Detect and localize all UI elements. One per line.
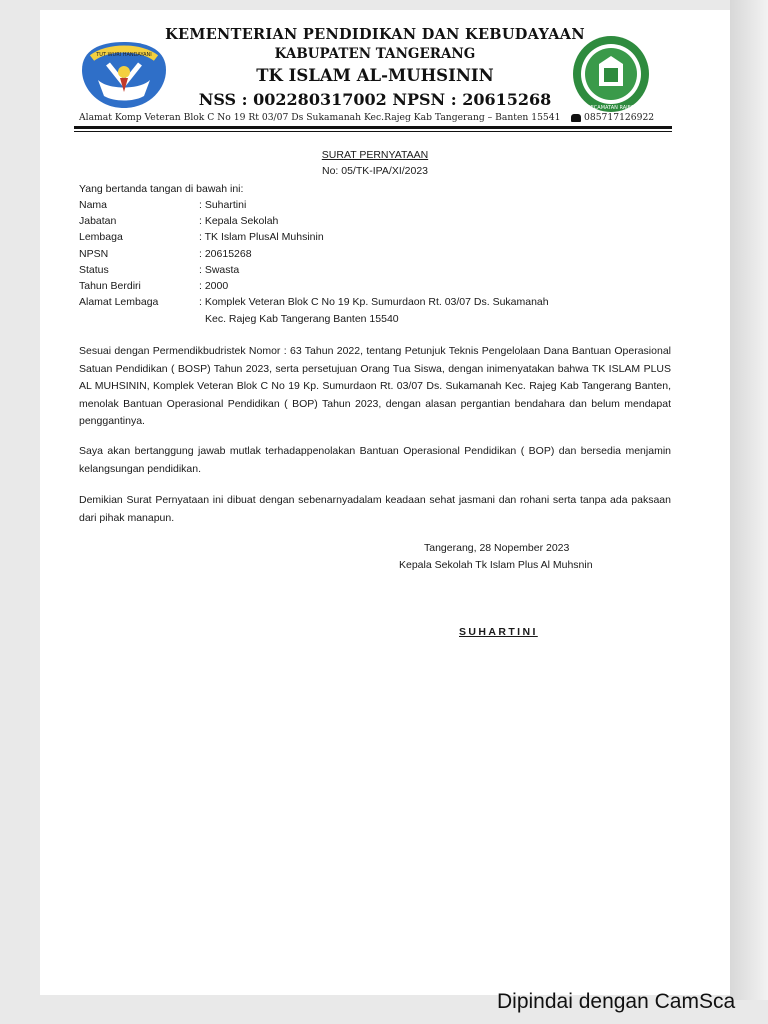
place-date: Tangerang, 28 Nopember 2023 — [424, 542, 570, 554]
school-name: TK ISLAM AL-MUHSININ — [256, 66, 494, 85]
phone-number: 085717126922 — [584, 112, 655, 123]
paragraph-responsibility: Saya akan bertanggung jawab mutlak terhadappenolakan Bantuan Operasional Pendidikan ( BOP) dan bersedia menjamin kelangsungan pendidikan. — [79, 445, 671, 475]
school-phone — [571, 112, 654, 123]
scan-edge-shadow — [730, 0, 768, 1000]
paragraph-closing: Demikian Surat Pernyataan ini dibuat dengan sebenarnyadalam keadaan sehat jasmani dan rohani serta tanpa ada paksaan dari pihak manapun. — [79, 494, 671, 524]
letter-number: No: 05/TK-IPA/XI/2023 — [321, 165, 429, 177]
letter-intro: Yang bertanda tangan di bawah ini: — [79, 183, 244, 195]
signer-role: Kepala Sekolah Tk Islam Plus Al Muhsnin — [399, 559, 593, 571]
header-rule-thick — [74, 126, 672, 129]
scanner-watermark: Dipindai dengan CamSca — [497, 990, 736, 1013]
svg-text:KECAMATAN RAJEG: KECAMATAN RAJEG — [587, 105, 635, 111]
ministry-name: KEMENTERIAN PENDIDIKAN DAN KEBUDAYAAN — [165, 26, 585, 43]
phone-icon — [571, 114, 581, 122]
svg-text:TUT WURI HANDAYANI: TUT WURI HANDAYANI — [96, 52, 152, 58]
signer-name: SUHARTINI — [459, 626, 538, 638]
letter-title: SURAT PERNYATAAN — [321, 149, 429, 161]
school-address: Alamat Komp Veteran Blok C No 19 Rt 03/07 Ds Sukamanah Kec.Rajeg Kab Tangerang – Banten 15541 — [79, 112, 561, 123]
regency-name: KABUPATEN TANGERANG — [274, 46, 476, 62]
header-rule-thin — [74, 131, 672, 132]
paragraph-statement: Sesuai dengan Permendikbudristek Nomor : 63 Tahun 2022, tentang Petunjuk Teknis Pengelolaan Dana Bantuan Operasional Satuan Pendidikan ( BOSP) Tahun 2023, serta persetujuan Orang Tua Siswa, dengan inimenyatakan bahwa TK ISLAM PLUS AL MUHSININ, Komplek Veteran Blok C No 19 Kp. Sumurdaon Rt. 03/07 Ds. Sukamanah Kec. Rajeg Kab Tangerang Banten, menolak Bantuan Operasional Pendidikan ( BOP) Tahun 2023, dengan alasan pergantian bendahara dan belum mendapat penggantinya. — [79, 345, 671, 427]
school-ids: NSS : 002280317002 NPSN : 20615268 — [198, 90, 552, 109]
